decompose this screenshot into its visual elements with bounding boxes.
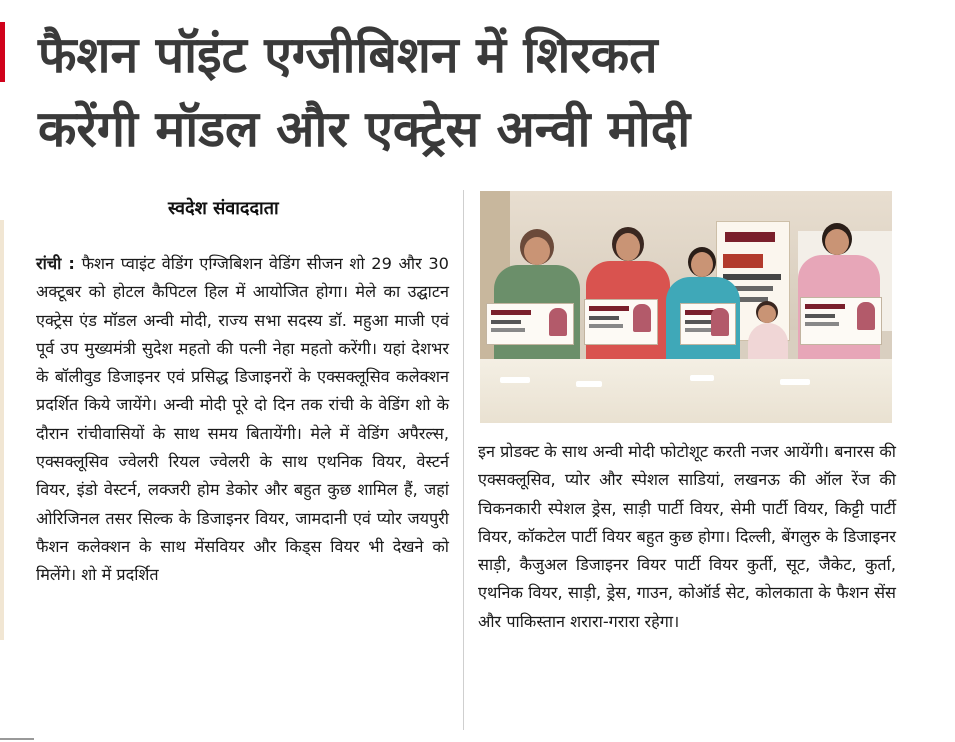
right-column: [478, 438, 896, 636]
byline: स्वदेश संवाददाता: [168, 198, 279, 219]
poster-4: [800, 297, 882, 345]
accent-bar: [0, 22, 5, 82]
article-headline: [38, 18, 938, 166]
left-column: [36, 250, 449, 590]
poster-2: [584, 299, 658, 345]
poster-3: [680, 303, 736, 345]
poster-1: [486, 303, 574, 345]
dateline: रांची :: [36, 254, 75, 273]
left-body-text: फैशन प्वाइंट वेडिंग एग्जिबिशन वेडिंग सीजन शो 29 और 30 अक्टूबर को होटल कैपिटल हिल में आयोजित होगा। मेले का उद्घाटन एक्ट्रेस एंड मॉडल अन्वी मोदी, राज्य सभा सदस्य डॉ. महुआ माजी एवं पूर्व उप मुख्यमंत्री सुदेश महतो की पत्नी नेहा महतो करेंगी। यहां देशभर के बॉलीवुड डिजाइनर एवं प्रसिद्ध डिजाइनरों के एक्सक्लूसिव कलेक्शन प्रदर्शित किये जायेंगे। अन्वी मोदी पूरे दो दिन तक रांची के वेडिंग शो के दौरान रांचीवासियों के साथ समय बितायेंगी। मेले में वेडिंग अपैरल्स, एक्सक्लूसिव ज्वेलरी रियल ज्वेलरी के साथ एथनिक वियर, वेस्टर्न वियर, इंडो वेस्टर्न, लक्जरी होम डेकोर और बहुत कुछ शामिल हैं, जहां ओरिजिनल तसर सिल्क के डिजाइनर वियर, जामदानी एवं प्योर जयपुरी फैशन कलेक्शन के साथ मेंसवियर और किड्स वियर भी देखने को मिलेंगे। शो में प्रदर्शित: [36, 254, 449, 585]
column-divider: [463, 190, 464, 730]
press-table: [480, 359, 892, 423]
headline-line-2: करेंगी मॉडल और एक्ट्रेस अन्वी मोदी: [38, 100, 691, 158]
left-paragraph: [36, 250, 449, 590]
right-body-text: इन प्रोडक्ट के साथ अन्वी मोदी फोटोशूट करती नजर आयेंगी। बनारस की एक्सक्लूसिव, प्योर और स्पेशल साडियां, लखनऊ की ऑल रेंज की चिकनकारी स्पेशल ड्रेस, साड़ी पार्टी वियर, सेमी पार्टी वियर, किट्टी पार्टी वियर, कॉकटेल पार्टी वियर बहुत कुछ होगा। दिल्ली, बेंगलुरु के डिजाइनर साड़ी, कैजुअल डिजाइनर वियर पार्टी वियर कुर्ती, सूट, जैकेट, कुर्ता, एथनिक वियर, साड़ी, ड्रेस, गाउन, कोऑर्ड सेट, कोलकाता के फैशन सेंस और पाकिस्तान शरारा-गरारा रहेगा।: [478, 442, 896, 631]
bottom-rule: [0, 738, 34, 740]
page-edge: [0, 220, 4, 640]
press-photo: [480, 191, 892, 423]
headline-line-1: फैशन पॉइंट एग्जीबिशन में शिरकत: [38, 26, 658, 84]
